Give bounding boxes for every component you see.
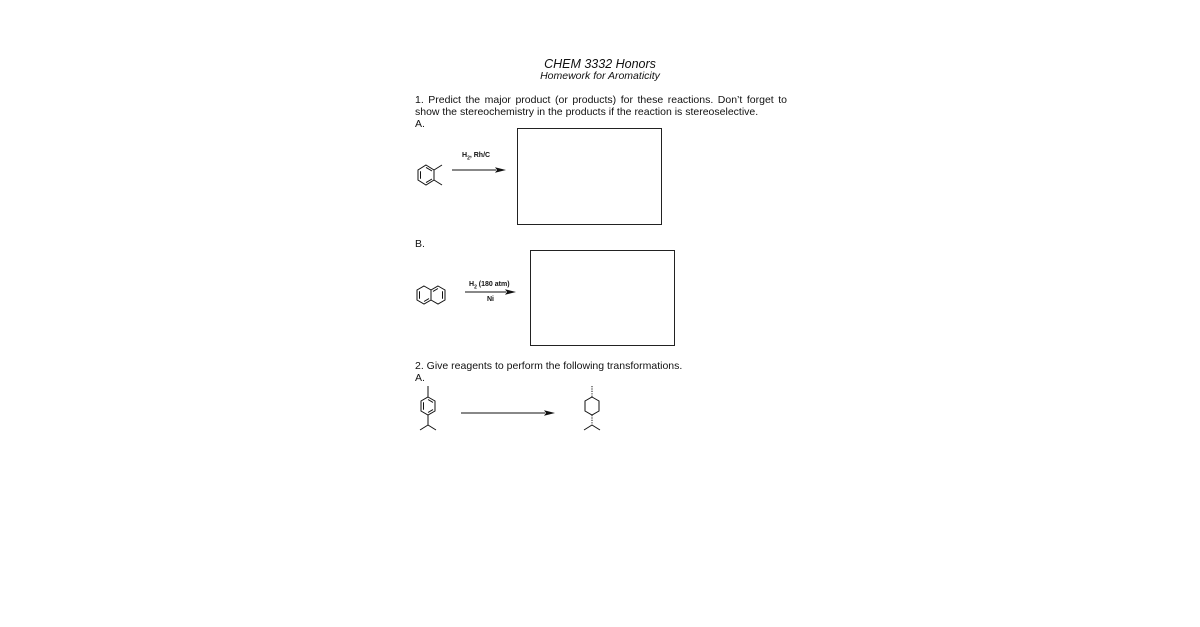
q1a-reaction-arrow	[452, 165, 508, 175]
cis-1-isopropyl-4-methylcyclohexane-structure	[576, 384, 610, 440]
naphthalene-structure	[414, 283, 454, 309]
page-title: CHEM 3332 Honors	[544, 57, 656, 71]
q1-part-a-label: A.	[415, 118, 425, 130]
q1b-catalyst: Ni	[487, 296, 494, 303]
o-xylene-structure	[412, 160, 452, 190]
q1-part-b-label: B.	[415, 238, 425, 250]
question-2-text: 2. Give reagents to perform the following transformations.	[415, 360, 683, 372]
question-1-text: 1. Predict the major product (or products) for these reactions. Don’t forget to show the stereochemistry in the products if the reaction is stereoselective.	[415, 94, 787, 118]
q2-part-a-label: A.	[415, 372, 425, 384]
q1b-reagent: $H_2$ (180 atm)	[469, 281, 510, 291]
q1a-reagent: $H_2$, Rh/C	[462, 152, 491, 162]
p-cymene-structure	[412, 384, 446, 440]
q2a-reaction-arrow	[461, 408, 557, 418]
q1a-answer-box[interactable]	[517, 128, 662, 225]
q1b-answer-box[interactable]	[530, 250, 675, 346]
page-subtitle: Homework for Aromaticity	[540, 70, 660, 82]
